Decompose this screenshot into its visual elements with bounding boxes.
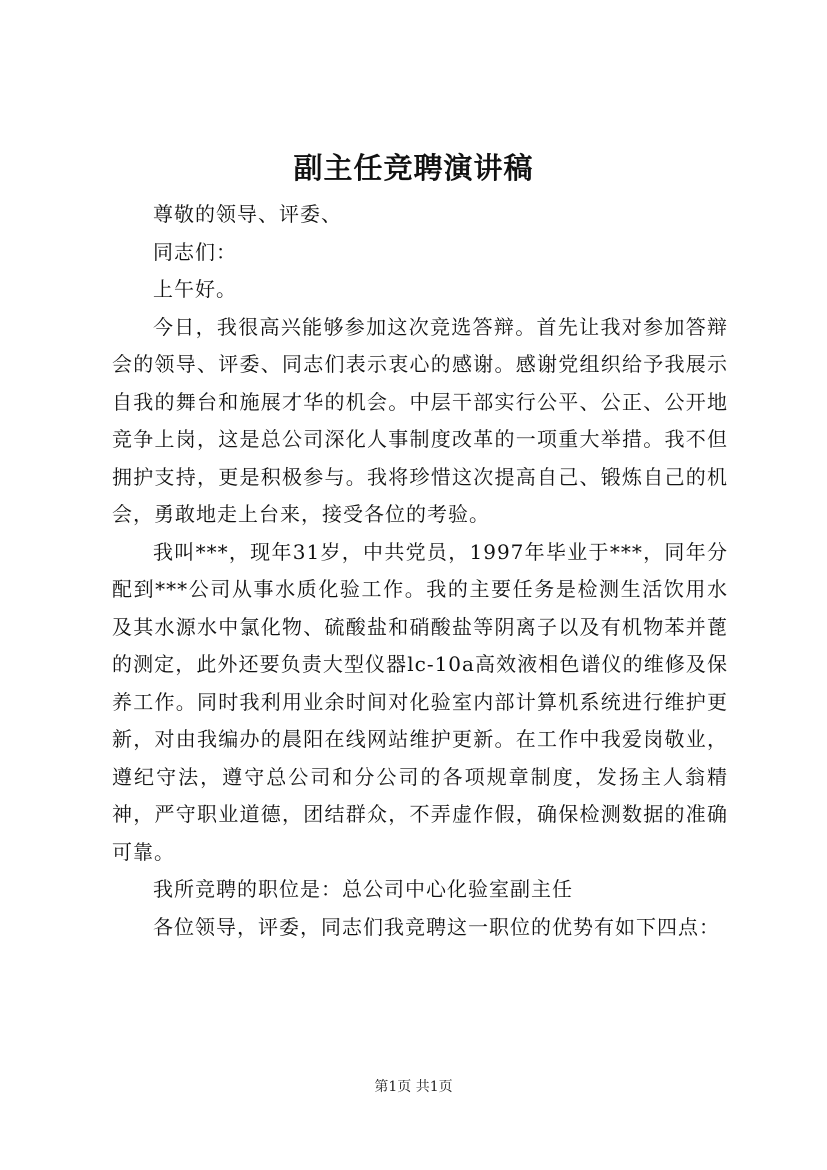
paragraph-introduction: 今日，我很高兴能够参加这次竞选答辩。首先让我对参加答辩会的领导、评委、同志们表示衷心的感谢。感谢党组织给予我展示自我的舞台和施展才华的机会。中层干部实行公平、公正、公开地竞争上岗，这是总公司深化人事制度改革的一项重大举措。我不但拥护支持，更是积极参与。我将珍惜这次提高自己、锻炼自己的机会，勇敢地走上台来，接受各位的考验。 <box>112 314 728 526</box>
paragraph-position: 我所竞聘的职位是：总公司中心化验室副主任 <box>153 877 573 901</box>
paragraph-salutation: 尊敬的领导、评委、 <box>153 202 342 226</box>
paragraph-greeting: 上午好。 <box>153 277 237 301</box>
paragraph-salutation-continued: 同志们： <box>153 239 237 264</box>
paragraph-advantages: 各位领导，评委，同志们我竞聘这一职位的优势有如下四点： <box>153 914 720 939</box>
page-number-footer: 第1页 共1页 <box>374 1079 453 1095</box>
document-title: 副主任竞聘演讲稿 <box>293 151 534 185</box>
paragraph-self-introduction: 我叫***，现年31岁，中共党员，1997年毕业于***，同年分配到***公司从事水质化验工作。我的主要任务是检测生活饮用水及其水源水中氯化物、硫酸盐和硝酸盐等阴离子以及有机物苯并蓖的测定，此外还要负责大型仪器lc-10a高效液相色谱仪的维修及保养工作。同时我利用业余时间对化验室内部计算机系统进行维护更新，对由我编办的晨阳在线网站维护更新。在工作中我爱岗敬业，遵纪守法，遵守总公司和分公司的各项规章制度，发扬主人翁精神，严守职业道德，团结群众，不弄虚作假，确保检测数据的准确可靠。 <box>112 539 728 864</box>
document-body <box>112 196 728 946</box>
